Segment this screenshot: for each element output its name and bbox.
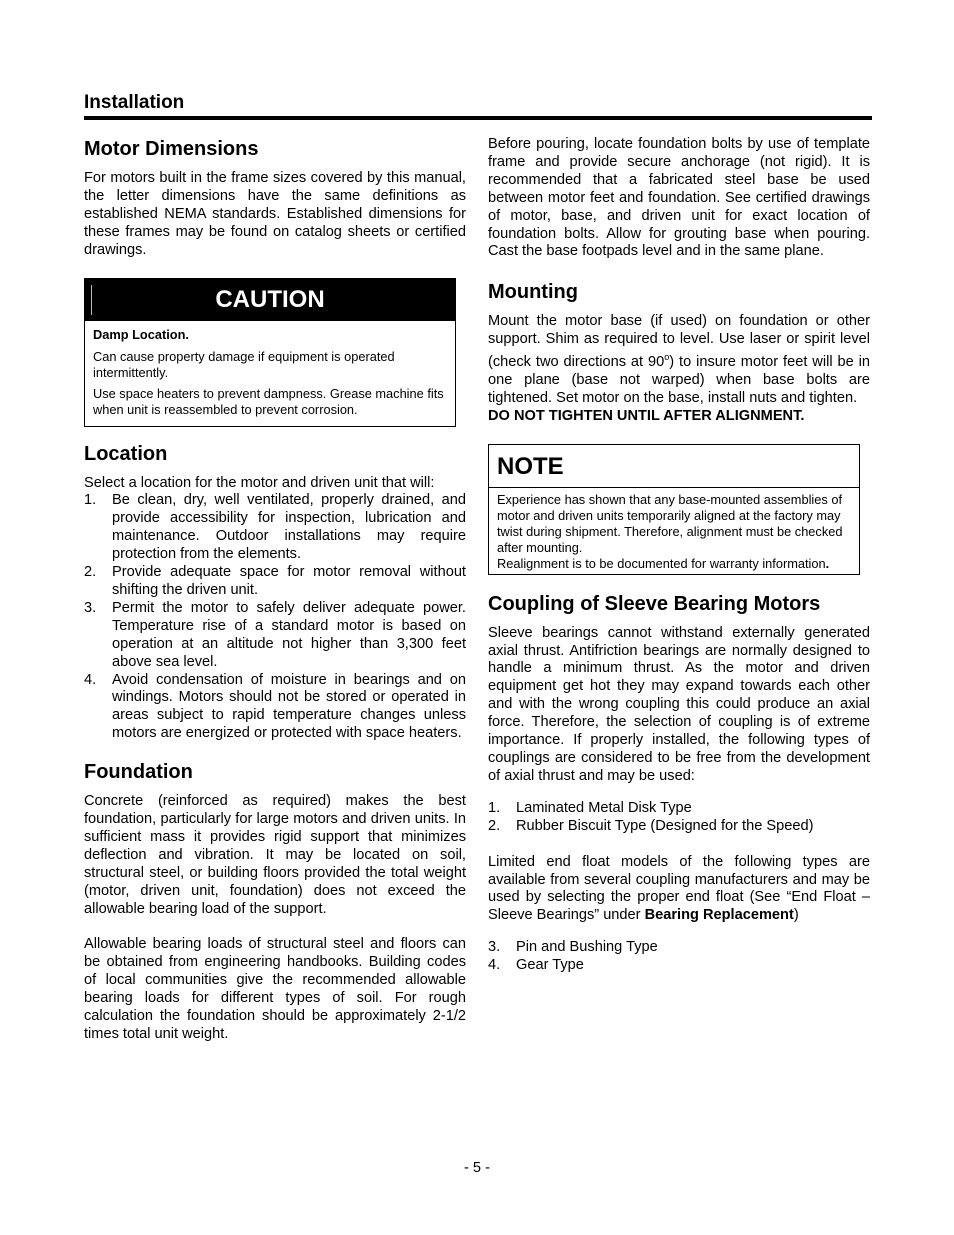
pouring-paragraph: Before pouring, locate foundation bolts by use of template frame and provide secure anchorage (not rigid). It is recommended that a fabricated steel base be used between motor feet and foundation. See certified drawings of motor, base, and driven unit for exact location of foundation bolts. Allow for grouting base when pouring. Cast the base footpads level and in the same plane.: [488, 136, 870, 260]
caution-line-2: Use space heaters to prevent dampness. Grease machine fits when unit is reassembled to prevent corrosion.: [93, 386, 444, 418]
note-title: NOTE: [489, 445, 859, 488]
location-list: [84, 492, 466, 743]
list-item: 3. Pin and Bushing Type: [488, 939, 658, 956]
motor-dimensions-heading: Motor Dimensions: [84, 138, 259, 160]
foundation-paragraph-1: Concrete (reinforced as required) makes the best foundation, particularly for large motors and driven units. In sufficient mass it provides rigid support that minimizes deflection and vibration. It may be located on soil, structural steel, or building floors provided the total weight (motor, driven unit, foundation) does not exceed the allowable bearing load of the support.: [84, 793, 466, 917]
caution-box: [84, 278, 456, 427]
caution-subtitle: Damp Location.: [93, 326, 189, 342]
right-column: [488, 136, 870, 975]
foundation-heading: Foundation: [84, 761, 193, 784]
section-title: Installation: [84, 92, 185, 113]
list-item: 1. Be clean, dry, well ventilated, properly drained, and provide accessibility for inspection, lubrication and maintenance. Outdoor installations may require protection from the elements.: [84, 492, 466, 563]
section-rule: [84, 116, 872, 120]
list-item: 4. Avoid condensation of moisture in bearings and on windings. Motors should not be stored or operated in areas subject to rapid temperature changes unless motors are energized or protected with space heaters.: [84, 671, 466, 742]
coupling-heading: Coupling of Sleeve Bearing Motors: [488, 592, 821, 615]
caution-line-1: Can cause property damage if equipment is operated intermittently.: [93, 348, 395, 380]
foundation-paragraph-2: Allowable bearing loads of structural steel and floors can be obtained from engineering handbooks. Building codes of local communities give the recommended allowable bearing loads for different types of soil. For rough calculation the foundation should be approximately 2-1/2 times total unit weight.: [84, 936, 466, 1043]
coupling-list-2: [488, 939, 870, 975]
left-column: [84, 136, 466, 1044]
list-item: 1. Laminated Metal Disk Type: [488, 799, 692, 816]
location-heading: Location: [84, 442, 168, 465]
note-body: [489, 488, 859, 574]
caution-body: [85, 321, 455, 426]
list-item: 2. Provide adequate space for motor removal without shifting the driven unit.: [84, 564, 466, 598]
note-text-2: Realignment is to be documented for warranty information.: [497, 556, 830, 572]
note-text: Experience has shown that any base-mounted assemblies of motor and driven units temporarily aligned at the factory may twist during shipment. Therefore, alignment must be checked after mounting.: [497, 491, 843, 556]
list-item: 4. Gear Type: [488, 957, 584, 974]
caution-title: [85, 279, 455, 321]
list-item: 2. Rubber Biscuit Type (Designed for the Speed): [488, 817, 814, 834]
page-number: - 5 -: [464, 1160, 490, 1176]
location-intro: Select a location for the motor and driven unit that will:: [84, 474, 435, 491]
coupling-list-1: [488, 800, 870, 836]
caution-title-marker: [91, 285, 92, 315]
list-item: 3. Permit the motor to safely deliver adequate power. Temperature rise of a standard motor is based on operation at an altitude not higher than 3,300 feet above sea level.: [84, 599, 466, 670]
mounting-heading: Mounting: [488, 281, 578, 304]
mounting-paragraph: Mount the motor base (if used) on foundation or other support. Shim as required to level. Use laser or spirit level (check two directions at 90$^o$) to insure motor feet will be in one plane (base not warped) when base bolts are tightened. Set motor on the base, install nuts and tighten.: [488, 313, 870, 406]
caution-title-text: CAUTION: [215, 285, 325, 313]
coupling-paragraph-1: Sleeve bearings cannot withstand externally generated axial thrust. Antifriction bearings are normally designed to handle a minimum thrust. As the motor and driven equipment get hot they may expand towards each other and with the wrong coupling this could produce an axial force. Therefore, the selection of coupling is of extreme importance. If properly installed, the following types of couplings are considered to be free from the development of axial thrust and may be used:: [488, 624, 870, 784]
note-box: [488, 444, 860, 575]
mounting-warning: DO NOT TIGHTEN UNTIL AFTER ALIGNMENT.: [488, 407, 805, 424]
coupling-paragraph-2: Limited end float models of the following types are available from several coupling manufacturers and may be used by selecting the proper end float (See “End Float – Sleeve Bearings” under Bearing Replacement): [488, 853, 870, 924]
motor-dimensions-text: For motors built in the frame sizes covered by this manual, the letter dimensions have the same definitions as established NEMA standards. Established dimensions for these frames may be found on catalog sheets or certified drawings.: [84, 170, 466, 258]
